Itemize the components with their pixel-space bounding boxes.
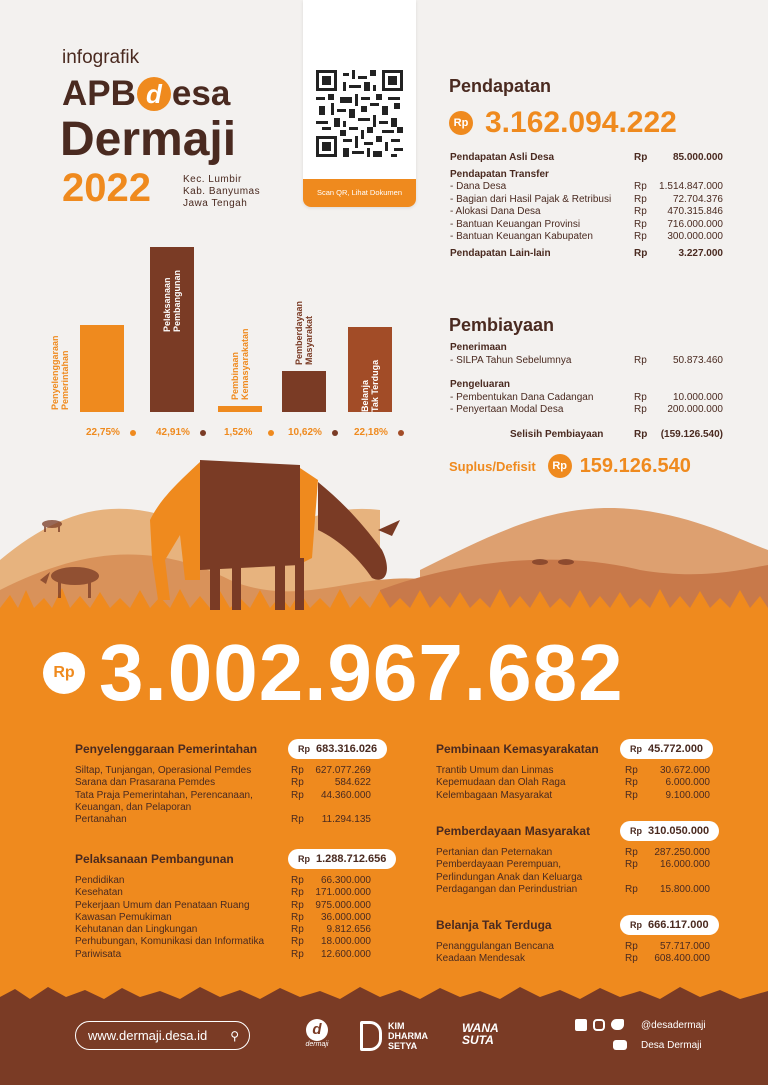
block-row	[436, 765, 710, 777]
twitter-icon[interactable]	[611, 1019, 624, 1030]
pendapatan-title: Pendapatan	[449, 76, 552, 96]
block-row	[75, 802, 371, 814]
block-row-value: 36.000.000	[320, 911, 371, 923]
pendapatan-table	[450, 152, 723, 260]
pendapatan-row	[450, 219, 723, 232]
block-list	[436, 765, 710, 802]
block-row-value: 9.812.656	[326, 924, 371, 936]
block-list	[436, 941, 710, 966]
block-row-label: Kesehatan	[75, 887, 123, 899]
block-row-rp: Rp	[291, 936, 304, 948]
search-icon: ⚲	[230, 1028, 239, 1043]
location	[183, 174, 260, 210]
bar-label-line: Kemasyarakatan	[240, 328, 250, 401]
bar-marker-dot	[130, 430, 136, 436]
pengeluaran-label: Pengeluaran	[450, 379, 511, 390]
block-row-rp: Rp	[291, 911, 304, 923]
block-row-label: Trantib Umum dan Linmas	[436, 765, 554, 776]
block-row-label: Pemberdayaan Perempuan,	[436, 859, 562, 871]
block-row-value: 30.672.000	[659, 765, 710, 776]
website-url: www.dermaji.desa.id	[88, 1028, 208, 1043]
block-row-rp: Rp	[291, 887, 304, 899]
block-row	[436, 847, 710, 859]
pendapatan-row	[450, 231, 723, 244]
row-rp: Rp	[634, 247, 648, 259]
block-row-rp: Rp	[291, 875, 304, 886]
cadangan-label: - Pembentukan Dana Cadangan	[450, 391, 594, 403]
silpa-rp: Rp	[634, 354, 647, 366]
block-title: Penyelenggaraan Pemerintahan	[75, 742, 258, 756]
row-label: Pendapatan Lain-lain	[450, 247, 551, 259]
row-rp: Rp	[634, 152, 648, 163]
pendapatan-row	[450, 194, 723, 207]
row-rp: Rp	[634, 193, 647, 205]
qr-code-icon[interactable]	[316, 70, 403, 157]
block-row-rp: Rp	[625, 859, 638, 871]
bar-value: 42,91%	[156, 427, 190, 438]
bar-label	[230, 329, 250, 401]
bar-marker-dot	[332, 430, 338, 436]
block-row-value: 12.600.000	[320, 948, 371, 960]
pendapatan-total	[449, 106, 677, 140]
wana-text: WANA	[462, 1021, 499, 1035]
social-icons	[575, 1019, 624, 1031]
apb-text: APB	[62, 74, 136, 113]
pendapatan-row	[450, 152, 723, 165]
row-rp: Rp	[634, 231, 647, 242]
bar-3	[218, 406, 262, 412]
pill-amount: 666.117.000	[648, 919, 709, 931]
block-row-rp: Rp	[291, 765, 304, 776]
block-row-rp: Rp	[625, 883, 638, 895]
location-kecamatan: Kec. Lumbir	[183, 174, 242, 185]
silpa-value: 50.873.460	[672, 354, 723, 366]
block-row-rp: Rp	[625, 953, 638, 965]
block-row-value: 608.400.000	[654, 953, 710, 965]
block-row-label: Pariwisata	[75, 948, 122, 960]
block-row-value: 6.000.000	[665, 777, 710, 789]
apbdesa-title	[62, 74, 230, 114]
dharma-text: DHARMA	[388, 1031, 428, 1041]
block-row	[75, 777, 371, 789]
row-label: Pendapatan Transfer	[450, 168, 549, 180]
pill-amount: 45.772.000	[648, 743, 704, 755]
youtube-channel[interactable]: Desa Dermaji	[641, 1040, 702, 1051]
block-row-rp: Rp	[291, 814, 304, 826]
block-row	[75, 887, 371, 899]
block-row-value: 287.250.000	[654, 847, 710, 858]
block-row-value: 975.000.000	[315, 899, 371, 911]
website-link[interactable]	[75, 1021, 250, 1050]
block-title: Belanja Tak Terduga	[436, 918, 552, 932]
block-row-value: 11.294.135	[321, 814, 371, 826]
row-label: - Alokasi Dana Desa	[450, 206, 541, 217]
block-row	[75, 814, 371, 826]
block-list	[436, 847, 710, 896]
village-name: Dermaji	[60, 113, 237, 166]
bar-label-line: Masyarakat	[304, 316, 314, 366]
row-value: 72.704.376	[672, 193, 723, 205]
social-handle[interactable]: @desadermaji	[641, 1020, 706, 1031]
block-row-rp: Rp	[291, 777, 304, 789]
block-amount-pill	[288, 739, 387, 759]
block-row-label: Perhubungan, Komunikasi dan Informatika	[75, 936, 265, 948]
silpa-label: - SILPA Tahun Sebelumnya	[450, 354, 572, 366]
bar-marker-dot	[268, 430, 274, 436]
pill-rp: Rp	[298, 744, 310, 754]
belanja-total	[43, 627, 624, 719]
pill-amount: 683.316.026	[316, 743, 378, 755]
cadangan-rp: Rp	[634, 391, 647, 403]
block-title: Pemberdayaan Masyarakat	[436, 824, 591, 838]
block-row-label: Kelembagaan Masyarakat	[436, 789, 553, 801]
surplus-amount: 159.126.540	[579, 454, 691, 477]
surplus-label: Suplus/Defisit	[449, 458, 536, 474]
row-value: 470.315.846	[667, 206, 723, 217]
block-row-label: Perlindungan Anak dan Keluarga	[436, 871, 583, 883]
bar-label	[294, 301, 314, 365]
penerimaan-label: Penerimaan	[450, 342, 507, 353]
selisih-label: Selisih Pembiayaan	[510, 428, 604, 440]
block-title: Pembinaan Kemasyarakatan	[436, 742, 599, 756]
block-row	[436, 953, 710, 965]
block-amount-pill	[620, 739, 713, 759]
kim-logo-icon	[360, 1021, 382, 1051]
bar-label	[162, 270, 182, 332]
kim-logo	[360, 1021, 428, 1051]
year: 2022	[62, 166, 151, 210]
block-row-rp: Rp	[625, 941, 638, 952]
row-label: - Bantuan Keuangan Provinsi	[450, 218, 581, 230]
bar-1	[80, 325, 124, 412]
block-row	[75, 912, 371, 924]
esa-text: esa	[171, 74, 231, 113]
block-list	[75, 765, 371, 826]
row-rp: Rp	[634, 181, 647, 192]
instagram-icon[interactable]	[593, 1019, 605, 1031]
block-row-label: Penanggulangan Bencana	[436, 941, 554, 952]
block-row-label: Sarana dan Prasarana Pemdes	[75, 777, 216, 789]
pendapatan-row	[450, 206, 723, 219]
block-amount-pill	[288, 849, 396, 869]
block-row-value: 171.000.000	[315, 887, 371, 899]
block-row	[436, 859, 710, 871]
bar-label-line: Pelaksanaan	[162, 277, 172, 333]
dermaji-logo	[302, 1019, 332, 1048]
bar-label-line: Belanja	[360, 379, 370, 412]
block-row	[436, 872, 710, 884]
block-row-label: Perdagangan dan Perindustrian	[436, 883, 578, 895]
pill-rp: Rp	[630, 826, 642, 836]
block-row	[436, 884, 710, 896]
block-row-label: Pekerjaan Umum dan Penataan Ruang	[75, 899, 250, 911]
block-row-value: 9.100.000	[665, 789, 710, 801]
bar-label	[50, 335, 70, 410]
infografik-label: infografik	[62, 47, 140, 68]
modal-label: - Penyertaan Modal Desa	[450, 404, 564, 415]
row-label: - Bagian dari Hasil Pajak & Retribusi	[450, 193, 612, 205]
bar-marker-dot	[398, 430, 404, 436]
block-row	[75, 949, 371, 961]
pendapatan-row	[450, 248, 723, 261]
bar-value: 1,52%	[224, 427, 253, 438]
row-value: 716.000.000	[667, 218, 723, 230]
block-row-value: 66.300.000	[320, 875, 371, 886]
block-amount-pill	[620, 915, 719, 935]
block-row-rp: Rp	[291, 924, 304, 936]
block-row-rp: Rp	[291, 948, 304, 960]
bar-4	[282, 371, 326, 412]
row-value: 85.000.000	[672, 152, 723, 163]
row-label: Pendapatan Asli Desa	[450, 152, 555, 163]
belanja-bar-chart	[50, 240, 388, 440]
bar-value: 22,18%	[354, 427, 388, 438]
pendapatan-row	[450, 169, 723, 182]
pembiayaan-table	[450, 342, 723, 441]
bar-marker-dot	[200, 430, 206, 436]
row-label: - Dana Desa	[450, 181, 507, 192]
block-row-label: Siltap, Tunjangan, Operasional Pemdes	[75, 765, 252, 776]
block-row-rp: Rp	[291, 789, 304, 801]
block-row-label: Pertanian dan Peternakan	[436, 847, 553, 858]
selisih-value: (159.126.540)	[660, 428, 723, 440]
kim-text: KIM	[388, 1021, 405, 1031]
block-row	[436, 777, 710, 789]
suta-text: SUTA	[462, 1033, 494, 1047]
cadangan-value: 10.000.000	[672, 391, 723, 403]
facebook-icon[interactable]	[575, 1019, 587, 1031]
pill-rp: Rp	[630, 744, 642, 754]
rp-badge-icon: Rp	[449, 111, 473, 135]
dermaji-d-icon: d	[306, 1019, 328, 1041]
bar-label	[360, 360, 380, 412]
block-row-value: 44.360.000	[320, 789, 371, 801]
block-row	[75, 936, 371, 948]
belanja-total-amount: 3.002.967.682	[99, 628, 624, 717]
block-row	[75, 924, 371, 936]
block-row-value: 18.000.000	[320, 936, 371, 948]
block-row-rp: Rp	[625, 847, 638, 858]
bar-label-line: Pembangunan	[172, 270, 182, 333]
row-label: - Bantuan Keuangan Kabupaten	[450, 231, 593, 242]
setya-text: SETYA	[388, 1041, 418, 1051]
location-kabupaten: Kab. Banyumas	[183, 186, 261, 197]
pendapatan-amount: 3.162.094.222	[485, 106, 677, 139]
bar-label-line: Pemberdayaan	[294, 301, 304, 366]
row-value: 300.000.000	[667, 231, 723, 242]
block-row	[75, 875, 371, 887]
bar-value: 22,75%	[86, 427, 120, 438]
row-rp: Rp	[634, 206, 647, 217]
dermaji-logo-text: dermaji	[305, 1041, 329, 1048]
pendapatan-row	[450, 181, 723, 194]
block-row-label: Kawasan Pemukiman	[75, 911, 172, 923]
pill-rp: Rp	[298, 854, 310, 864]
block-row-label: Pendidikan	[75, 875, 125, 886]
block-row-label: Tata Praja Pemerintahan, Perencanaan,	[75, 789, 253, 801]
wanasuta-logo	[462, 1022, 499, 1046]
block-row-label: Pertanahan	[75, 814, 127, 826]
block-row-rp: Rp	[625, 765, 638, 776]
pembiayaan-title: Pembiayaan	[449, 315, 555, 335]
block-row-label: Keadaan Mendesak	[436, 953, 525, 965]
surplus-rp-icon: Rp	[548, 454, 572, 478]
modal-value: 200.000.000	[667, 404, 723, 415]
block-row	[436, 941, 710, 953]
pill-rp: Rp	[630, 920, 642, 930]
block-row-rp: Rp	[625, 777, 638, 789]
block-row-rp: Rp	[291, 899, 304, 911]
block-amount-pill	[620, 821, 719, 841]
d-logo-icon: d	[137, 77, 171, 111]
selisih-rp: Rp	[634, 428, 648, 440]
block-row-rp: Rp	[625, 789, 638, 801]
qr-tag[interactable]	[303, 0, 416, 207]
block-row-label: Keuangan, dan Pelaporan	[75, 801, 192, 813]
block-row	[75, 765, 371, 777]
bar-value: 10,62%	[288, 427, 322, 438]
rp-badge-total-icon: Rp	[43, 652, 85, 694]
youtube-icon[interactable]	[613, 1040, 627, 1050]
row-value: 3.227.000	[678, 247, 723, 259]
block-row-value: 584.622	[334, 777, 371, 789]
row-rp: Rp	[634, 218, 647, 230]
qr-scan-label: Scan QR, Lihat Dokumen	[303, 179, 416, 207]
pill-amount: 1.288.712.656	[316, 853, 387, 865]
block-row-label: Kehutanan dan Lingkungan	[75, 924, 198, 936]
block-row	[75, 790, 371, 802]
bar-label-line: Penyelenggaraan	[50, 335, 60, 410]
bar-label-line: Pembinaan	[230, 352, 240, 401]
bar-label-line: Tak Terduga	[370, 359, 380, 412]
block-row-label: Kepemudaan dan Olah Raga	[436, 777, 566, 789]
row-value: 1.514.847.000	[659, 181, 723, 192]
modal-rp: Rp	[634, 404, 647, 415]
block-row-value: 627.077.269	[315, 765, 371, 776]
block-row-value: 16.000.000	[659, 859, 710, 871]
bar-label-line: Pemerintahan	[60, 350, 70, 410]
block-list	[75, 875, 371, 961]
block-row	[75, 900, 371, 912]
block-title: Pelaksanaan Pembangunan	[75, 852, 234, 866]
block-row-value: 15.800.000	[659, 883, 710, 895]
block-row-value: 57.717.000	[659, 941, 710, 952]
pill-amount: 310.050.000	[648, 825, 710, 837]
block-row	[436, 790, 710, 802]
location-provinsi: Jawa Tengah	[183, 198, 248, 209]
